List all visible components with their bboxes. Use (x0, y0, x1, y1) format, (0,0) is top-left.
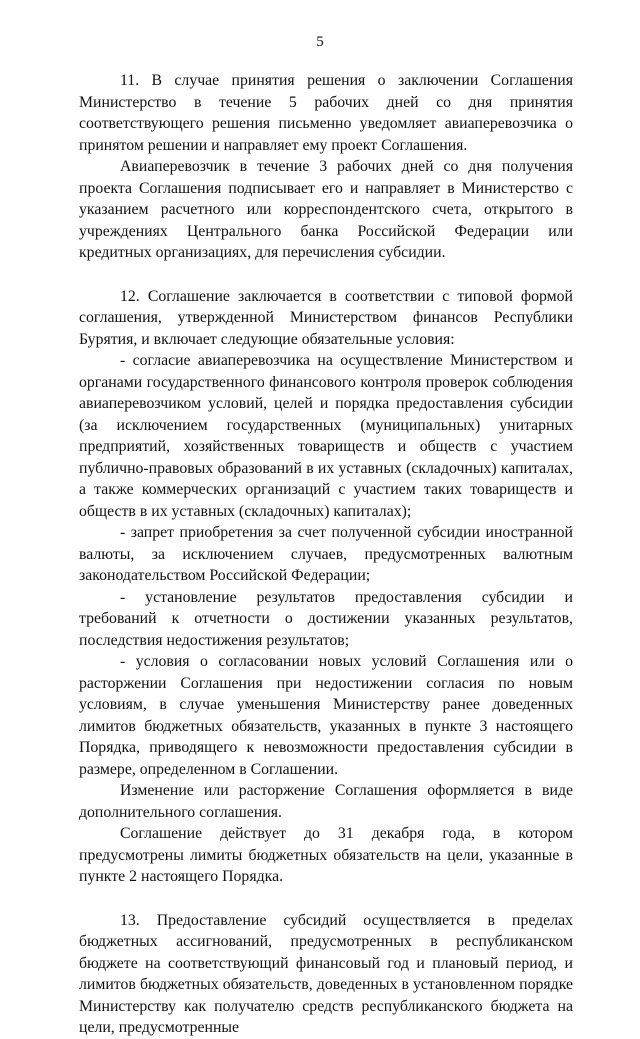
paragraph: - запрет приобретения за счет полученной субсидии иностранной валюты, за исключением случаев, предусмотренных валютным законодательством Российской Федерации; (79, 524, 573, 584)
paragraph: Авиаперевозчик в течение 3 рабочих дней со дня получения проекта Соглашения подписывает его и направляет в Министерство с указанием расчетного или корреспондентского счета, открытого в учреждениях Центрального банка Российской Федерации или кредитных организациях, для перечисления субсидии. (79, 158, 573, 261)
paragraph: Изменение или расторжение Соглашения оформляется в виде дополнительного соглашения. (79, 782, 573, 821)
paragraph: - согласие авиаперевозчика на осуществление Министерством и органами государственного финансового контроля проверок соблюдения авиаперевозчиком условий, целей и порядка предоставления субсидии (за исключением государственных (муниципальных) унитарных предприятий, хозяйственных товариществ и обществ с участием публично-правовых образований в их уставных (складочных) капиталах, а также коммерческих организаций с участием таких товариществ и обществ в их уставных (складочных) капиталах); (79, 352, 573, 520)
page-number: 5 (316, 34, 324, 50)
paragraph: - установление результатов предоставления субсидии и требований к отчетности о достижении указанных результатов, последствия недостижения результатов; (79, 588, 573, 649)
paragraph: 13. Предоставление субсидий осуществляется в пределах бюджетных ассигнований, предусмотренных в республиканском бюджете на соответствующий финансовый год и плановый период, и лимитов бюджетных обязательств, доведенных в установленном порядке Министерству как получателю средств республиканского бюджета на цели, предусмотренные (79, 911, 573, 1036)
paragraph: Соглашение действует до 31 декабря года, в котором предусмотрены лимиты бюджетных обязательств на цели, указанные в пункте 2 настоящего Порядка. (79, 825, 573, 885)
paragraph: 11. В случае принятия решения о заключении Соглашения Министерство в течение 5 рабочих дней со дня принятия соответствующего решения письменно уведомляет авиаперевозчика о принятом решении и направляет ему проект Соглашения. (79, 72, 573, 154)
paragraph: - условия о согласовании новых условий Соглашения или о расторжении Соглашения при недостижении согласия по новым условиям, в случае уменьшения Министерству ранее доведенных лимитов бюджетных обязательств, указанных в пункте 3 настоящего Порядка, приводящего к невозможности предоставления субсидии в размере, определенном в Соглашении. (79, 653, 573, 778)
document-body (79, 70, 573, 1039)
paragraph: 12. Соглашение заключается в соответствии с типовой формой соглашения, утвержденной Министерством финансов Республики Бурятия, и включает следующие обязательные условия: (79, 287, 573, 348)
